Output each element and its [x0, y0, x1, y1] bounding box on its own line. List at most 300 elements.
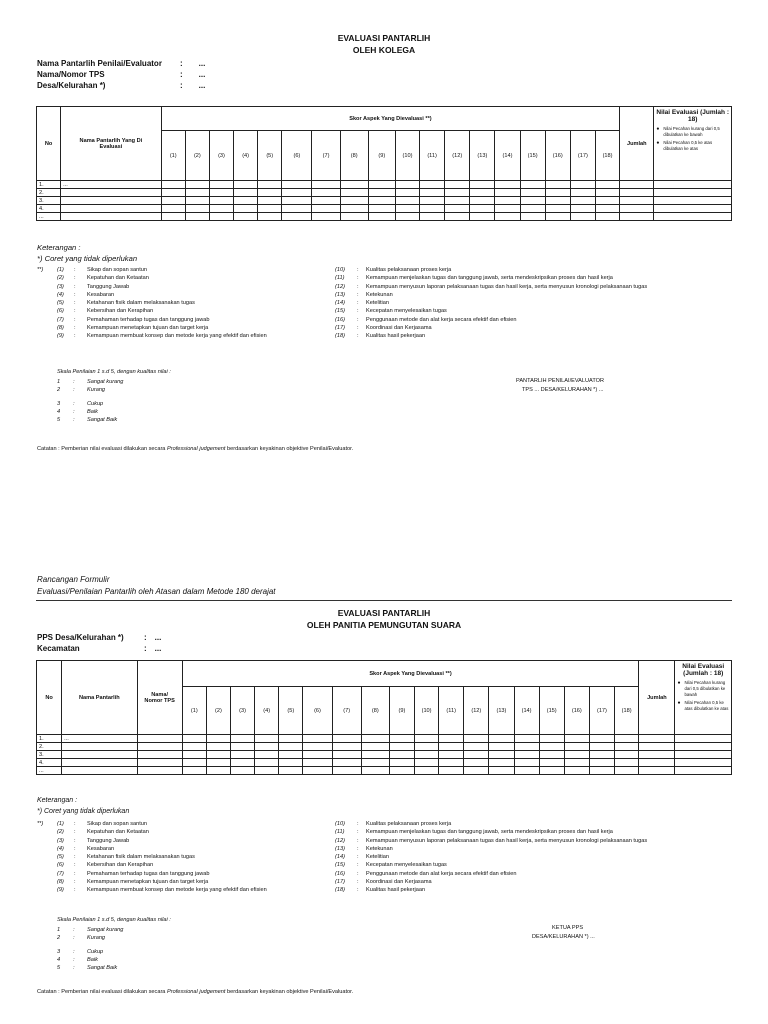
score-cell[interactable] [470, 181, 495, 189]
score-cell[interactable] [312, 213, 340, 221]
score-col-header: (13) [470, 131, 495, 181]
score-cell[interactable] [464, 743, 489, 751]
criteria-row [37, 283, 737, 291]
skala-colon: : [73, 417, 75, 423]
score-cell[interactable] [234, 213, 258, 221]
score-cell[interactable] [361, 759, 389, 767]
score-cell[interactable] [420, 205, 445, 213]
score-cell[interactable] [340, 205, 368, 213]
score-cell[interactable] [395, 181, 419, 189]
row-nama-cell[interactable]: ... [62, 735, 137, 743]
score-cell[interactable] [589, 743, 614, 751]
form2-evaluation-table [36, 660, 732, 775]
score-cell[interactable] [395, 213, 419, 221]
score-cell[interactable] [258, 189, 282, 197]
score-cell[interactable] [182, 767, 206, 775]
score-cell[interactable] [539, 767, 564, 775]
score-cell[interactable] [589, 751, 614, 759]
score-cell[interactable] [415, 767, 439, 775]
score-cell[interactable] [654, 213, 732, 221]
score-cell[interactable] [539, 759, 564, 767]
score-cell[interactable] [389, 735, 414, 743]
score-cell[interactable] [654, 181, 732, 189]
score-cell[interactable] [206, 767, 230, 775]
row-number: 4. [37, 205, 61, 213]
catatan-text: berdasarkan keyakinan objektive Penilai/Evaluator. [225, 989, 354, 995]
score-cell[interactable] [255, 751, 279, 759]
score-col-header: (16) [564, 687, 589, 735]
score-cell[interactable] [654, 197, 732, 205]
score-cell[interactable] [258, 181, 282, 189]
score-cell[interactable] [620, 181, 654, 189]
criteria-row [37, 820, 737, 828]
score-cell[interactable] [185, 181, 209, 189]
field-label: Nama Pantarlih Penilai/Evaluator [37, 59, 162, 68]
row-nama-cell[interactable] [62, 751, 137, 759]
score-cell[interactable] [282, 205, 312, 213]
score-cell[interactable] [415, 751, 439, 759]
score-cell[interactable] [389, 751, 414, 759]
skala-item [57, 926, 307, 934]
criteria-row [37, 828, 737, 836]
score-cell[interactable] [675, 735, 732, 743]
criteria-row [37, 307, 737, 315]
criteria-text: Pemahaman terhadap tugas dan tanggung jawab [87, 316, 210, 323]
criteria-row [37, 316, 737, 324]
score-cell[interactable] [545, 205, 570, 213]
score-col-header: (5) [279, 687, 303, 735]
criteria-text: Kemampuan menjelaskan tugas dan tanggung jawab, serta mendeskripsikan proses dan hasil kerja [366, 275, 613, 282]
criteria-number: (5) [57, 854, 64, 861]
score-cell[interactable] [539, 743, 564, 751]
field-value[interactable]: ... [154, 644, 162, 653]
score-cell[interactable] [545, 213, 570, 221]
score-cell[interactable] [231, 743, 255, 751]
score-cell[interactable] [206, 759, 230, 767]
score-cell[interactable] [639, 751, 675, 759]
score-cell[interactable] [137, 751, 182, 759]
score-cell[interactable] [182, 743, 206, 751]
score-cell[interactable] [185, 205, 209, 213]
score-cell[interactable] [564, 743, 589, 751]
score-cell[interactable] [340, 189, 368, 197]
score-cell[interactable] [615, 751, 639, 759]
signature-subtitle: DESA/KELURAHAN *) ... [532, 934, 595, 940]
score-cell[interactable] [415, 743, 439, 751]
score-cell[interactable] [615, 767, 639, 775]
score-cell[interactable] [445, 205, 470, 213]
row-nama-cell[interactable] [62, 743, 137, 751]
score-cell[interactable] [439, 735, 464, 743]
score-cell[interactable] [539, 751, 564, 759]
score-cell[interactable] [209, 189, 233, 197]
score-cell[interactable] [234, 205, 258, 213]
criteria-text: Kualitas hasil pekerjaan [366, 887, 426, 894]
form1-subtitle: OLEH KOLEGA [352, 45, 416, 55]
criteria-colon: : [357, 325, 359, 332]
row-nama-cell[interactable] [61, 205, 162, 213]
score-cell[interactable] [361, 767, 389, 775]
criteria-colon: : [74, 829, 76, 836]
criteria-text: Kebersihan dan Kerapihan [87, 862, 154, 869]
row-number: 3. [37, 751, 62, 759]
score-cell[interactable] [495, 189, 520, 197]
score-cell[interactable] [303, 759, 332, 767]
score-cell[interactable] [464, 767, 489, 775]
score-cell[interactable] [570, 181, 595, 189]
score-cell[interactable] [570, 197, 595, 205]
skala-item [57, 964, 307, 972]
row-nama-cell[interactable] [61, 189, 162, 197]
field-label: Nama/Nomor TPS [37, 70, 105, 79]
criteria-colon: : [357, 316, 359, 323]
row-nama-cell[interactable] [61, 197, 162, 205]
score-cell[interactable] [361, 751, 389, 759]
score-cell[interactable] [282, 181, 312, 189]
score-cell[interactable] [231, 751, 255, 759]
score-cell[interactable] [564, 735, 589, 743]
score-cell[interactable] [639, 759, 675, 767]
score-cell[interactable] [258, 197, 282, 205]
score-cell[interactable] [303, 735, 332, 743]
score-cell[interactable] [234, 197, 258, 205]
criteria-number: (7) [57, 870, 64, 877]
score-cell[interactable] [564, 759, 589, 767]
criteria-number: (1) [57, 821, 64, 827]
score-cell[interactable] [439, 751, 464, 759]
row-number: 1. [37, 735, 62, 743]
score-cell[interactable] [520, 197, 545, 205]
score-cell[interactable] [234, 189, 258, 197]
score-cell[interactable] [279, 751, 303, 759]
score-cell[interactable] [420, 197, 445, 205]
row-nama-cell[interactable] [61, 213, 162, 221]
score-col-header: (17) [570, 131, 595, 181]
score-cell[interactable] [368, 181, 395, 189]
score-cell[interactable] [279, 759, 303, 767]
score-cell[interactable] [312, 189, 340, 197]
score-cell[interactable] [279, 743, 303, 751]
score-cell[interactable] [589, 759, 614, 767]
score-cell[interactable] [464, 759, 489, 767]
score-cell[interactable] [255, 767, 279, 775]
score-cell[interactable] [368, 189, 395, 197]
score-cell[interactable] [415, 735, 439, 743]
score-cell[interactable] [395, 189, 419, 197]
score-cell[interactable] [464, 751, 489, 759]
score-cell[interactable] [231, 735, 255, 743]
score-cell[interactable] [675, 767, 732, 775]
criteria-number: (17) [335, 325, 345, 332]
score-cell[interactable] [620, 205, 654, 213]
score-cell[interactable] [445, 189, 470, 197]
score-cell[interactable] [489, 767, 514, 775]
form1-header-fields: Nama Pantarlih Penilai/Evaluator : ... Nama/Nomor TPS : ... Desa/Kelurahan *) : ... [37, 59, 206, 90]
score-cell[interactable] [589, 735, 614, 743]
score-cell[interactable] [420, 189, 445, 197]
score-cell[interactable] [185, 197, 209, 205]
criteria-number: (15) [335, 308, 345, 315]
score-cell[interactable] [389, 743, 414, 751]
score-cell[interactable] [445, 181, 470, 189]
score-cell[interactable] [389, 759, 414, 767]
score-cell[interactable] [539, 735, 564, 743]
skala-item [57, 378, 307, 386]
score-cell[interactable] [182, 759, 206, 767]
criteria-colon: : [357, 879, 359, 886]
score-cell[interactable] [137, 743, 182, 751]
criteria-number: (6) [57, 308, 64, 315]
score-cell[interactable] [282, 189, 312, 197]
score-cell[interactable] [495, 181, 520, 189]
score-cell[interactable] [439, 743, 464, 751]
score-cell[interactable] [234, 181, 258, 189]
score-cell[interactable] [489, 743, 514, 751]
score-cell[interactable] [514, 759, 539, 767]
score-cell[interactable] [303, 767, 332, 775]
score-cell[interactable] [137, 759, 182, 767]
score-col-header: (12) [445, 131, 470, 181]
row-nama-cell[interactable] [62, 759, 137, 767]
criteria-text: Ketahanan fisik dalam melaksanakan tugas [87, 854, 195, 861]
field-value[interactable]: ... [198, 81, 206, 90]
score-cell[interactable] [675, 751, 732, 759]
score-cell[interactable] [595, 189, 619, 197]
criteria-text: Kecepatan menyelesaikan tugas [366, 862, 447, 869]
skala-item [57, 408, 307, 416]
score-cell[interactable] [340, 197, 368, 205]
criteria-colon: : [74, 837, 76, 844]
score-cell[interactable] [368, 205, 395, 213]
score-cell[interactable] [209, 213, 233, 221]
score-cell[interactable] [570, 205, 595, 213]
criteria-colon: : [74, 854, 76, 861]
score-col-header: (4) [255, 687, 279, 735]
score-cell[interactable] [620, 189, 654, 197]
score-cell[interactable] [206, 751, 230, 759]
score-cell[interactable] [514, 735, 539, 743]
skala-colon: : [73, 401, 75, 407]
score-cell[interactable] [545, 181, 570, 189]
criteria-text: Ketekunan [366, 845, 393, 852]
row-number: 4. [37, 759, 62, 767]
score-cell[interactable] [489, 751, 514, 759]
col-header-skor: Skor Aspek Yang Dievaluasi **) [182, 661, 638, 687]
score-cell[interactable] [595, 213, 619, 221]
score-cell[interactable] [340, 181, 368, 189]
row-nama-cell[interactable] [62, 767, 137, 775]
score-cell[interactable] [495, 205, 520, 213]
skala-heading: Skala Penilaian 1 s.d 5, dengan kualitas nilai : [57, 917, 171, 923]
score-cell[interactable] [520, 181, 545, 189]
score-cell[interactable] [137, 735, 182, 743]
score-cell[interactable] [495, 197, 520, 205]
score-cell[interactable] [639, 735, 675, 743]
score-cell[interactable] [332, 735, 361, 743]
score-cell[interactable] [620, 197, 654, 205]
score-cell[interactable] [361, 735, 389, 743]
row-number: 2. [37, 189, 61, 197]
criteria-colon: : [74, 308, 76, 315]
score-cell[interactable] [255, 743, 279, 751]
skala-heading: Skala Penilaian 1 s.d 5, dengan kualitas nilai : [57, 369, 171, 375]
score-cell[interactable] [495, 213, 520, 221]
score-cell[interactable] [258, 205, 282, 213]
score-cell[interactable] [161, 181, 185, 189]
score-cell[interactable] [332, 751, 361, 759]
score-cell[interactable] [464, 735, 489, 743]
score-cell[interactable] [209, 181, 233, 189]
score-cell[interactable] [514, 767, 539, 775]
criteria-row [37, 870, 737, 878]
field-value[interactable]: ... [154, 633, 162, 642]
score-cell[interactable] [389, 767, 414, 775]
col-header-no: No [37, 107, 61, 181]
score-cell[interactable] [545, 189, 570, 197]
score-cell[interactable] [570, 189, 595, 197]
score-col-header: (15) [539, 687, 564, 735]
score-cell[interactable] [368, 197, 395, 205]
criteria-number: (13) [335, 845, 345, 852]
score-cell[interactable] [615, 759, 639, 767]
score-cell[interactable] [545, 197, 570, 205]
score-cell[interactable] [395, 197, 419, 205]
score-col-header: (16) [545, 131, 570, 181]
score-cell[interactable] [420, 213, 445, 221]
score-cell[interactable] [303, 743, 332, 751]
score-cell[interactable] [137, 767, 182, 775]
score-cell[interactable] [312, 197, 340, 205]
score-cell[interactable] [445, 213, 470, 221]
criteria-colon: : [74, 267, 76, 273]
score-cell[interactable] [332, 743, 361, 751]
score-cell[interactable] [282, 213, 312, 221]
criteria-number: (7) [57, 316, 64, 323]
score-cell[interactable] [185, 213, 209, 221]
score-cell[interactable] [206, 735, 230, 743]
criteria-number: (9) [57, 887, 64, 894]
table-row [37, 767, 732, 775]
criteria-colon: : [357, 308, 359, 315]
score-cell[interactable] [654, 189, 732, 197]
table-row [37, 213, 732, 221]
score-cell[interactable] [255, 735, 279, 743]
score-cell[interactable] [675, 743, 732, 751]
score-cell[interactable] [489, 759, 514, 767]
score-cell[interactable] [209, 197, 233, 205]
score-cell[interactable] [161, 197, 185, 205]
skala-number: 4 [57, 409, 61, 415]
score-cell[interactable] [332, 767, 361, 775]
score-cell[interactable] [514, 743, 539, 751]
score-cell[interactable] [312, 205, 340, 213]
score-cell[interactable] [514, 751, 539, 759]
criteria-star-mark: **) [37, 267, 44, 273]
col-header-nama: Nama Pantarlih [62, 661, 137, 735]
score-cell[interactable] [161, 189, 185, 197]
nilai-note: ● Nilai Pecahan 0,5 ke atas dibulatkan ke atas [677, 700, 729, 712]
row-nama-cell[interactable]: ... [61, 181, 162, 189]
criteria-text: Kemampuan menyusun laporan pelaksanaan tugas dan hasil kerja, serta menyusun kronologi pelaksanaan tugas [366, 837, 648, 844]
score-cell[interactable] [206, 743, 230, 751]
score-cell[interactable] [564, 767, 589, 775]
score-col-header: (5) [258, 131, 282, 181]
field-value[interactable]: ... [198, 70, 206, 79]
criteria-text: Ketahanan fisik dalam melaksanakan tugas [87, 300, 195, 307]
score-cell[interactable] [340, 213, 368, 221]
score-cell[interactable] [439, 767, 464, 775]
criteria-text: Kemampuan membuat konsep dan metode kerja yang efektif dan efisien [87, 887, 267, 894]
score-cell[interactable] [520, 205, 545, 213]
score-cell[interactable] [489, 735, 514, 743]
score-col-header: (9) [368, 131, 395, 181]
score-cell[interactable] [258, 213, 282, 221]
score-cell[interactable] [161, 205, 185, 213]
score-cell[interactable] [182, 735, 206, 743]
score-cell[interactable] [595, 197, 619, 205]
score-cell[interactable] [639, 743, 675, 751]
score-cell[interactable] [595, 205, 619, 213]
score-cell[interactable] [654, 205, 732, 213]
score-cell[interactable] [209, 205, 233, 213]
score-cell[interactable] [564, 751, 589, 759]
score-cell[interactable] [470, 189, 495, 197]
score-cell[interactable] [615, 735, 639, 743]
score-cell[interactable] [615, 743, 639, 751]
field-value[interactable]: ... [198, 59, 206, 68]
score-cell[interactable] [639, 767, 675, 775]
score-cell[interactable] [255, 759, 279, 767]
score-cell[interactable] [395, 205, 419, 213]
score-cell[interactable] [420, 181, 445, 189]
score-cell[interactable] [445, 197, 470, 205]
score-cell[interactable] [595, 181, 619, 189]
criteria-text: Kesabaran [87, 291, 115, 298]
score-cell[interactable] [361, 743, 389, 751]
score-cell[interactable] [520, 189, 545, 197]
score-cell[interactable] [620, 213, 654, 221]
score-cell[interactable] [279, 735, 303, 743]
score-cell[interactable] [303, 751, 332, 759]
score-cell[interactable] [161, 213, 185, 221]
score-cell[interactable] [470, 213, 495, 221]
score-cell[interactable] [185, 189, 209, 197]
score-cell[interactable] [279, 767, 303, 775]
score-cell[interactable] [675, 759, 732, 767]
criteria-number: (10) [335, 267, 345, 273]
score-cell[interactable] [589, 767, 614, 775]
criteria-colon: : [74, 316, 76, 323]
col-header-no: No [37, 661, 62, 735]
score-cell[interactable] [312, 181, 340, 189]
score-cell[interactable] [182, 751, 206, 759]
score-cell[interactable] [231, 759, 255, 767]
score-cell[interactable] [282, 197, 312, 205]
score-cell[interactable] [570, 213, 595, 221]
score-cell[interactable] [415, 759, 439, 767]
score-cell[interactable] [520, 213, 545, 221]
score-col-header: (14) [514, 687, 539, 735]
skala-number: 4 [57, 957, 61, 963]
score-col-header: (6) [303, 687, 332, 735]
score-cell[interactable] [231, 767, 255, 775]
score-cell[interactable] [470, 205, 495, 213]
score-cell[interactable] [368, 213, 395, 221]
score-cell[interactable] [470, 197, 495, 205]
score-cell[interactable] [332, 759, 361, 767]
score-cell[interactable] [439, 759, 464, 767]
form1-title: EVALUASI PANTARLIH [337, 33, 431, 43]
